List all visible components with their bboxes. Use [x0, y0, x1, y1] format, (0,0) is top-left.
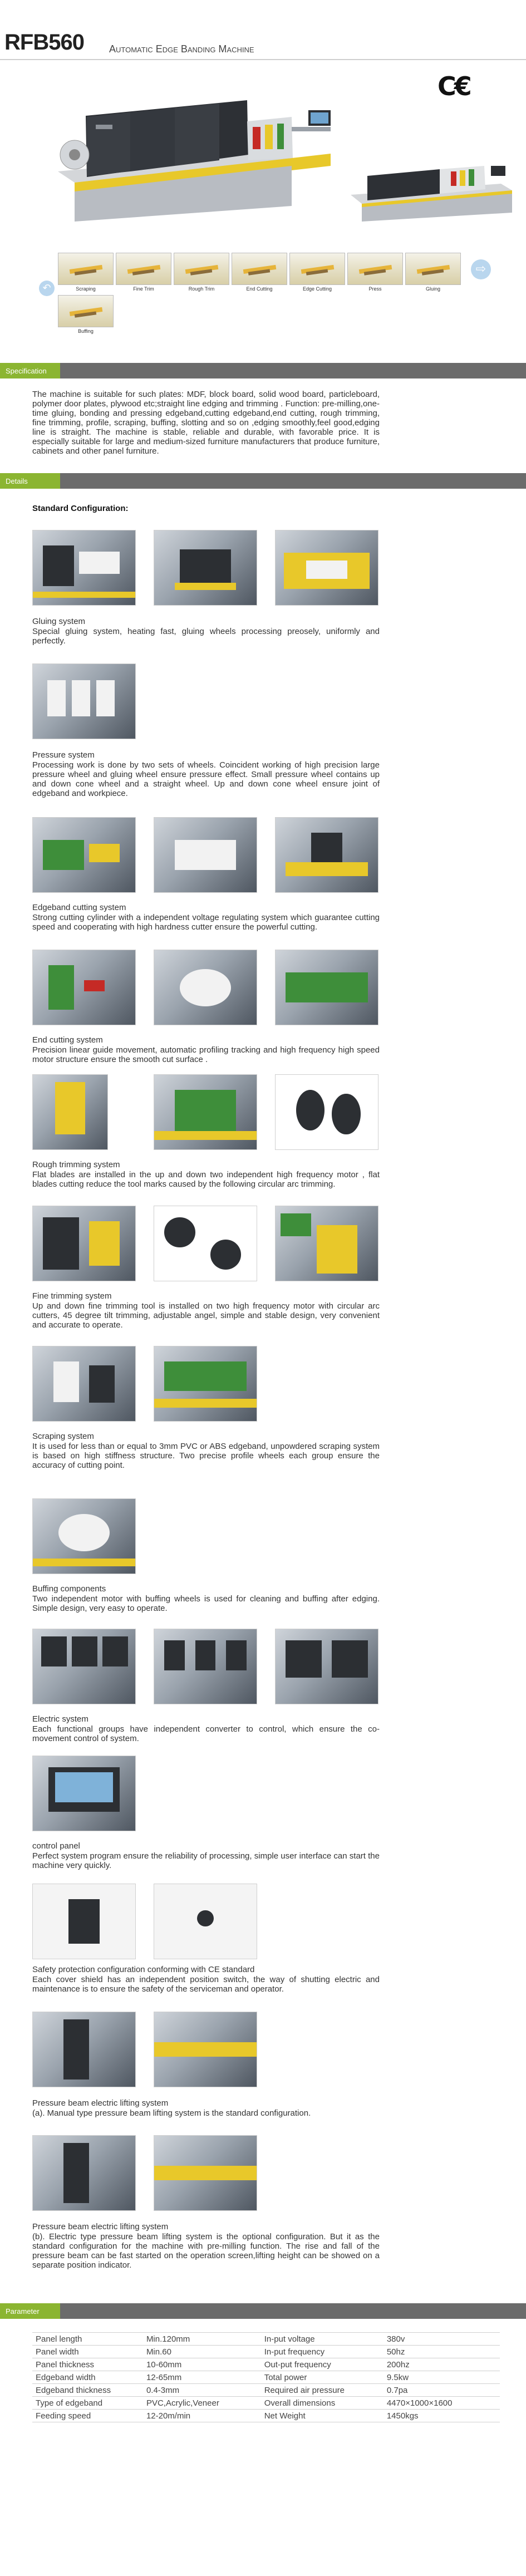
thumbnail-image [289, 253, 345, 285]
thumbnail-label: Buffing [78, 328, 94, 334]
fine-trimming-photo-1 [32, 1206, 136, 1281]
model-subtitle: Automatic Edge Banding Machine [109, 43, 254, 55]
parameter-value: 380v [384, 2333, 500, 2346]
detail-text-control-panel: Perfect system program ensure the reliability of processing, simple user interface can start the machine very quickly. [32, 1851, 380, 1870]
parameter-value: 12-65mm [143, 2371, 261, 2384]
fine-trimming-photo-3 [275, 1206, 378, 1281]
thumbnail-end-cutting[interactable] [232, 253, 287, 292]
thumbnail-image [58, 295, 114, 327]
detail-text-gluing: Special gluing system, heating fast, gluing wheels processing preosely, uniformly and perfectly. [32, 627, 380, 646]
detail-title-pressure-beam-b: Pressure beam electric lifting system [32, 2222, 169, 2231]
detail-title-safety: Safety protection configuration conforming with CE standard [32, 1965, 255, 1974]
parameter-name: Edgeband width [32, 2371, 143, 2384]
process-thumbnails [42, 253, 503, 336]
thumbnail-fine-trim[interactable] [116, 253, 171, 292]
gluing-photo-2 [154, 530, 257, 606]
detail-title-electric: Electric system [32, 1714, 89, 1724]
thumbnail-label: Rough Trim [188, 286, 215, 292]
section-bar-specification [0, 363, 526, 378]
thumbnail-buffing[interactable] [58, 295, 114, 334]
ce-mark-logo: C€ [437, 71, 470, 101]
edgeband-cutting-photo-3 [275, 817, 378, 893]
pressure-beam-manual-photo-2 [154, 2012, 257, 2087]
detail-text-safety: Each cover shield has an independent position switch, the way of shutting electric and maintenance is to ensure the safety of the serviceman and operator. [32, 1975, 380, 1994]
detail-text-fine-trimming: Up and down fine trimming tool is installed on two high frequency motor with circular arc cutters, 45 degree tilt trimming, adjustable angel, simple and stable design, very convenient and accurate to operate. [32, 1301, 380, 1330]
parameter-row [32, 2371, 500, 2384]
thumbnail-image [116, 253, 171, 285]
section-tab [0, 2303, 60, 2319]
detail-title-rough-trimming: Rough trimming system [32, 1160, 120, 1169]
parameter-name: Total power [261, 2371, 384, 2384]
edgeband-cutting-photo-2 [154, 817, 257, 893]
parameter-name: In-put voltage [261, 2333, 384, 2346]
next-arrow-icon[interactable]: ⇨ [471, 259, 491, 279]
detail-text-buffing: Two independent motor with buffing wheels is used for cleaning and buffing after edging. Simple design, very easy to operate. [32, 1594, 380, 1613]
detail-title-end-cutting: End cutting system [32, 1035, 103, 1045]
parameter-table [32, 2332, 500, 2422]
model-title: RFB560 [4, 30, 84, 55]
parameter-name: Edgeband thickness [32, 2384, 143, 2397]
detail-text-scraping: It is used for less than or equal to 3mm PVC or ABS edgeband, unpowdered scraping system is based on high stiffness structure. Two precise profile wheels each group ensure the accuracy of cutting point. [32, 1442, 380, 1470]
detail-text-pressure-beam-a: (a). Manual type pressure beam lifting system is the standard configuration. [32, 2108, 311, 2118]
parameter-row [32, 2384, 500, 2397]
specification-text: The machine is suitable for such plates: MDF, block board, solid wood board, particleboard, polymer door plates, plywood etc;straight line edging and trimming . Function: pre-milling,one-time gluing, bonding and pressing edgeband,cutting edgeband,end cutting, rough trimming, fine trimming, profile, scraping, buffing, slotting and so on ,edging smoothly,feel good,edging line is straight. The machine is stable, reliable and durable, with favorable price. It is especially suitable for large and medium-sized furniture manufacturers that produce furniture, cabinets and other panel furniture. [32, 390, 380, 456]
parameter-name: Panel thickness [32, 2358, 143, 2371]
parameter-row [32, 2346, 500, 2358]
gluing-photo-3 [275, 530, 378, 606]
thumbnail-image [174, 253, 229, 285]
section-tab [0, 363, 60, 378]
thumbnail-label: Gluing [425, 286, 440, 292]
parameter-name: Panel length [32, 2333, 143, 2346]
end-cutting-photo-3 [275, 950, 378, 1025]
parameter-value: 9.5kw [384, 2371, 500, 2384]
electric-photo-2 [154, 1629, 257, 1704]
parameter-value: 0.7pa [384, 2384, 500, 2397]
safety-photo-2 [154, 1884, 257, 1959]
scraping-photo-2 [154, 1346, 257, 1422]
thumbnail-image [58, 253, 114, 285]
end-cutting-photo-1 [32, 950, 136, 1025]
edgeband-cutting-photo-1 [32, 817, 136, 893]
pressure-photo [32, 663, 136, 739]
detail-title-control-panel: control panel [32, 1841, 80, 1851]
detail-title-pressure: Pressure system [32, 750, 95, 760]
electric-photo-1 [32, 1629, 136, 1704]
thumbnail-label: Press [368, 286, 382, 292]
rough-trimming-photo-1 [32, 1074, 108, 1150]
parameter-name: Out-put frequency [261, 2358, 384, 2371]
thumbnail-image [405, 253, 461, 285]
detail-title-pressure-beam-a: Pressure beam electric lifting system [32, 2098, 169, 2108]
gluing-photo-1 [32, 530, 136, 606]
parameter-value: 0.4-3mm [143, 2384, 261, 2397]
parameter-name: In-put frequency [261, 2346, 384, 2358]
parameter-name: Feeding speed [32, 2410, 143, 2422]
parameter-name: Type of edgeband [32, 2397, 143, 2410]
parameter-name: Panel width [32, 2346, 143, 2358]
thumbnail-image [232, 253, 287, 285]
detail-title-fine-trimming: Fine trimming system [32, 1291, 112, 1301]
previous-arrow-icon[interactable]: ↶ [39, 281, 55, 296]
detail-title-edgeband-cutting: Edgeband cutting system [32, 903, 126, 912]
detail-text-electric: Each functional groups have independent converter to control, which ensure the co-movement control of system. [32, 1724, 380, 1743]
parameter-row [32, 2397, 500, 2410]
section-title: Parameter [6, 2307, 40, 2316]
parameter-value: 1450kgs [384, 2410, 500, 2422]
rough-trimming-photo-3 [275, 1074, 378, 1150]
detail-title-buffing: Buffing components [32, 1584, 106, 1594]
machine-alt-image [345, 161, 518, 223]
parameter-value: Min.120mm [143, 2333, 261, 2346]
parameter-value: 4470×1000×1600 [384, 2397, 500, 2410]
parameter-value: 10-60mm [143, 2358, 261, 2371]
section-bar-details [0, 473, 526, 489]
safety-photo-1 [32, 1884, 136, 1959]
standard-configuration-heading: Standard Configuration: [32, 504, 129, 513]
parameter-value: 200hz [384, 2358, 500, 2371]
parameter-name: Net Weight [261, 2410, 384, 2422]
parameter-value: Min.60 [143, 2346, 261, 2358]
parameter-row [32, 2410, 500, 2422]
pressure-beam-manual-photo-1 [32, 2012, 136, 2087]
parameter-name: Overall dimensions [261, 2397, 384, 2410]
electric-photo-3 [275, 1629, 378, 1704]
control-panel-photo [32, 1756, 136, 1831]
thumbnail-label: Fine Trim [133, 286, 154, 292]
section-title: Specification [6, 367, 47, 375]
machine-main-image [52, 88, 345, 225]
pressure-beam-electric-photo-2 [154, 2135, 257, 2211]
detail-text-edgeband-cutting: Strong cutting cylinder with a independent voltage regulating system which guarantee cutting speed and cooperating with high hardness cutter ensure the powerful cutting. [32, 913, 380, 932]
thumbnail-scraping[interactable] [58, 253, 114, 292]
fine-trimming-photo-2 [154, 1206, 257, 1281]
scraping-photo-1 [32, 1346, 136, 1422]
thumbnail-label: End Cutting [246, 286, 273, 292]
detail-text-end-cutting: Precision linear guide movement, automatic profiling tracking and high frequency high speed motor structure ensure the smooth cut surface . [32, 1045, 380, 1064]
pressure-beam-electric-photo-1 [32, 2135, 136, 2211]
thumbnail-gluing[interactable] [405, 253, 461, 292]
parameter-name: Required air pressure [261, 2384, 384, 2397]
end-cutting-photo-2 [154, 950, 257, 1025]
parameter-row [32, 2358, 500, 2371]
detail-text-pressure-beam-b: (b). Electric type pressure beam lifting system is the optional configuration. But it as the standard configuration for the machine with pre-milling function. The rise and fall of the pressure beam can be fast started on the operation screen,lifting height can be showed on a separate position indicator. [32, 2232, 380, 2270]
parameter-value: PVC,Acrylic,Veneer [143, 2397, 261, 2410]
buffing-photo [32, 1498, 136, 1574]
parameter-row [32, 2333, 500, 2346]
thumbnail-label: Scraping [76, 286, 96, 292]
rough-trimming-photo-2 [154, 1074, 257, 1150]
detail-text-pressure: Processing work is done by two sets of wheels. Coincident working of high precision large pressure wheel and gluing wheel ensure pressure effect. Small pressure wheel contains up and down cone wheel and a straight wheel. Up and down cone wheel ensure joint of edgeband and workpiece. [32, 760, 380, 798]
detail-text-rough-trimming: Flat blades are installed in the up and down two independent high frequency motor , flat blades cutting reduce the tool marks caused by the following circular arc trimming. [32, 1170, 380, 1189]
detail-title-scraping: Scraping system [32, 1432, 94, 1441]
detail-title-gluing: Gluing system [32, 617, 86, 626]
thumbnail-rough-trim[interactable] [174, 253, 229, 292]
thumbnail-label: Edge Cutting [302, 286, 332, 292]
section-tab [0, 473, 60, 489]
header-divider [0, 59, 526, 60]
parameter-value: 50hz [384, 2346, 500, 2358]
section-bar-parameter [0, 2303, 526, 2319]
thumbnail-press[interactable] [347, 253, 403, 292]
section-title: Details [6, 477, 28, 485]
header [0, 0, 526, 61]
parameter-value: 12-20m/min [143, 2410, 261, 2422]
thumbnail-edge-cutting[interactable] [289, 253, 345, 292]
thumbnail-image [347, 253, 403, 285]
